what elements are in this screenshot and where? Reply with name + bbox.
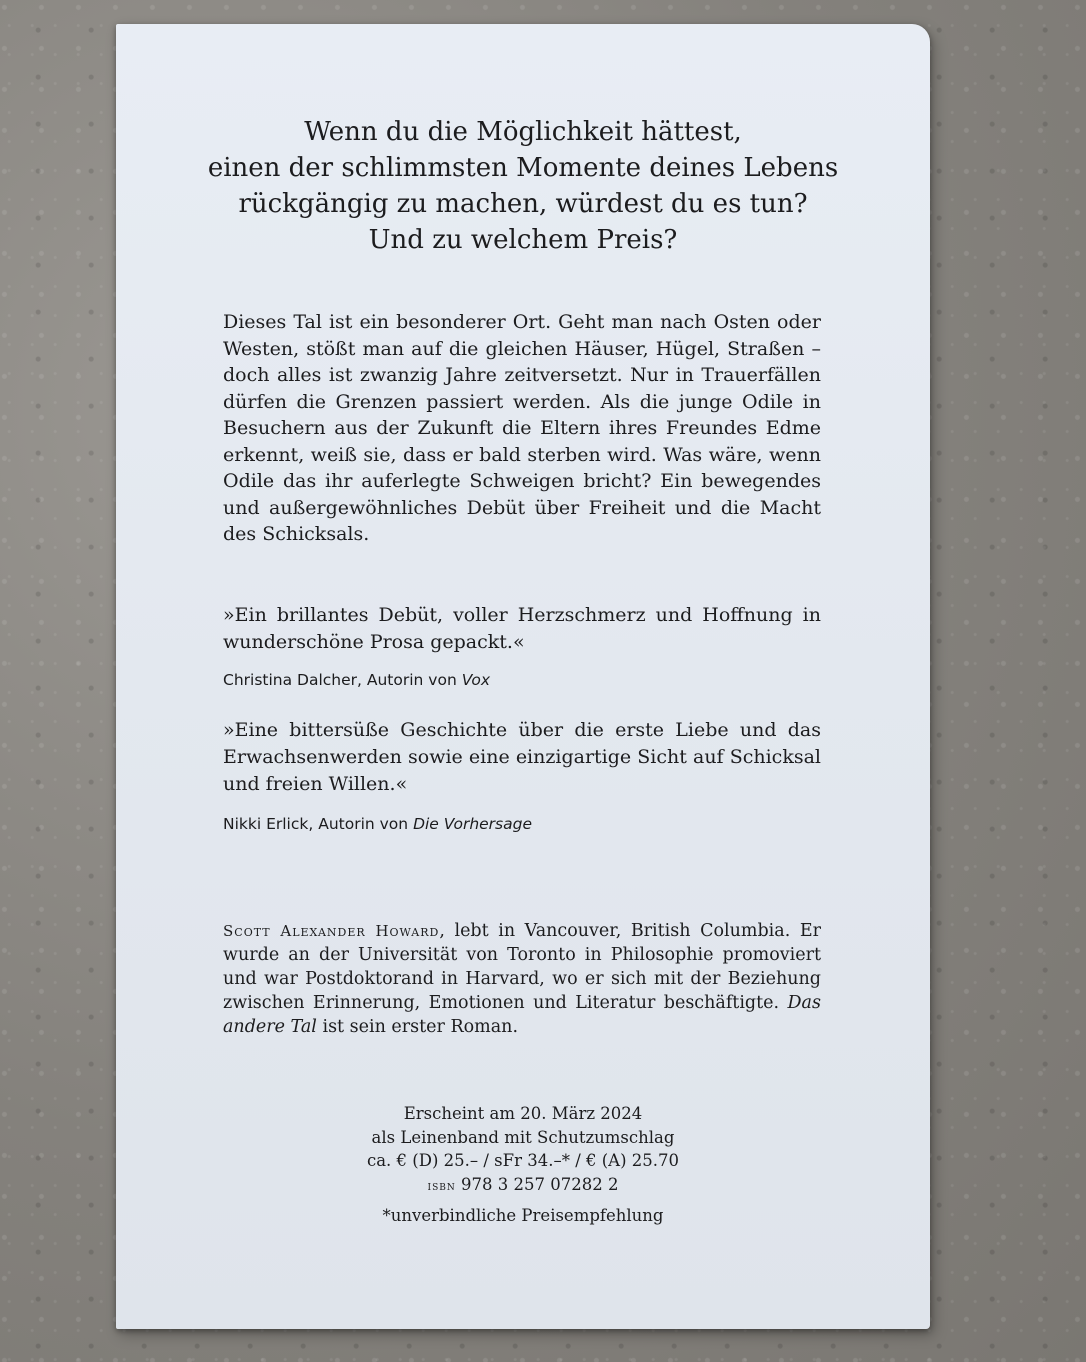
review-quote-2: »Eine bittersüße Geschichte über die erste Liebe und das Erwachsenwerden sowie eine einzigartige Sicht auf Schicksal und freien Willen.«	[223, 719, 821, 795]
review-attribution-2	[223, 814, 532, 834]
isbn-number: 978 3 257 07282 2	[461, 1174, 619, 1194]
publication-info	[116, 1102, 930, 1228]
price-note: *unverbindliche Preisempfehlung	[382, 1206, 664, 1225]
isbn-label: isbn	[427, 1178, 456, 1194]
review-attribution-1	[223, 670, 490, 690]
review-quote-1: »Ein brillantes Debüt, voller Herzschmerz und Hoffnung in wunderschöne Prosa gepackt.«	[223, 604, 821, 653]
binding-format: als Leinenband mit Schutzumschlag	[371, 1127, 675, 1147]
author-name: Scott Alexander Howard	[223, 922, 440, 940]
bio-text-end: ist sein erster Roman.	[322, 1017, 519, 1037]
book-back-cover	[116, 24, 930, 1329]
isbn-line	[116, 1173, 930, 1199]
attribution-work-title: Vox	[461, 671, 491, 689]
author-bio	[223, 919, 821, 1039]
attribution-name: Christina Dalcher, Autorin von	[223, 671, 457, 689]
attribution-name: Nikki Erlick, Autorin von	[223, 815, 409, 833]
book-title: Das andere Tal	[223, 993, 821, 1037]
blurb-paragraph: Dieses Tal ist ein besonderer Ort. Geht man nach Osten oder Westen, stößt man auf die gleichen Häuser, Hügel, Straßen – doch alles ist zwanzig Jahre zeitversetzt. Nur in Trauerfällen dürfen die Grenzen passiert werden. Als die junge Odile in Besuchern aus der Zukunft die Eltern ihres Freundes Edme erkennt, weiß sie, dass er bald sterben wird. Was wäre, wenn Odile das ihr auferlegte Schweigen bricht? Ein bewegendes und außergewöhnliches Debüt über Freiheit und die Macht des Schicksals.	[223, 311, 821, 545]
release-date: Erscheint am 20. März 2024	[403, 1104, 643, 1123]
attribution-work-title: Die Vorhersage	[413, 815, 532, 833]
bio-text: , lebt in Vancouver, British Columbia. Er wurde an der Universität von Toronto in Philosophie promoviert und war Postdoktorand in Harvard, wo er sich mit der Beziehung zwischen Erinnerung, Emotionen und Literatur beschäftigte.	[223, 921, 821, 1013]
price-line: ca. € (D) 25.– / sFr 34.–* / € (A) 25.70	[366, 1151, 680, 1170]
headline: Wenn du die Möglichkeit hättest, einen der schlimmsten Momente deines Lebens rückgängig zu machen, würdest du es tun? Und zu welchem Preis?	[207, 117, 839, 255]
